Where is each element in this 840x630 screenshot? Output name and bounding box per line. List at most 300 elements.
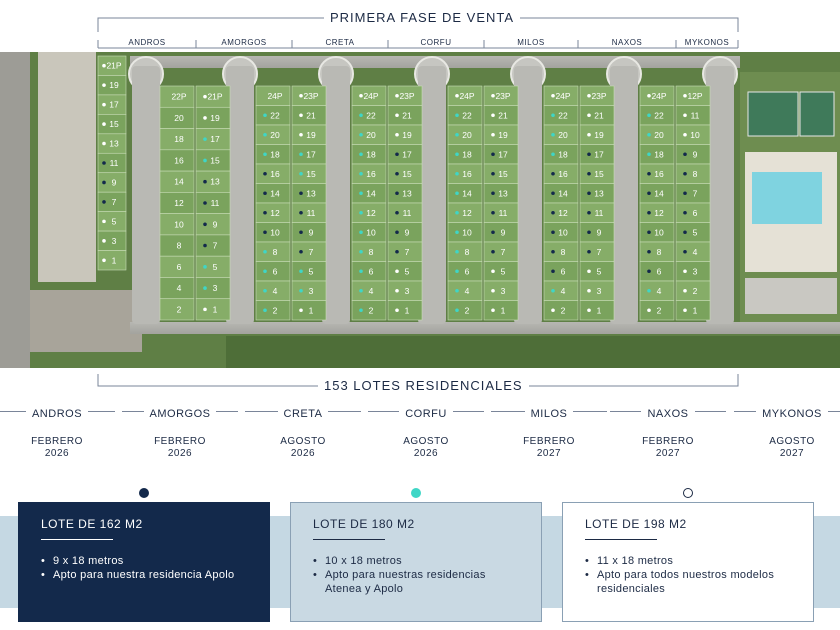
lot[interactable] [544, 281, 578, 301]
lot-number: 18 [462, 149, 472, 160]
lot[interactable] [352, 301, 386, 321]
lot[interactable] [484, 86, 518, 106]
lot-size-marker [491, 94, 495, 98]
lot[interactable] [484, 125, 518, 145]
lot[interactable] [448, 106, 482, 126]
lot-number: 11 [402, 207, 412, 218]
lot[interactable] [292, 242, 326, 262]
lot-size-marker [491, 308, 495, 312]
lot[interactable] [98, 251, 126, 270]
lot[interactable] [388, 301, 422, 321]
lot[interactable] [640, 281, 674, 301]
lot[interactable] [292, 184, 326, 204]
lot-size-marker [587, 308, 591, 312]
lot[interactable] [676, 125, 710, 145]
lot-size-marker [203, 116, 207, 120]
lot-number: 10 [690, 129, 700, 140]
lot[interactable] [256, 86, 290, 106]
lot[interactable] [448, 145, 482, 165]
lot-number: 6 [176, 261, 182, 272]
lot-size-marker [263, 172, 267, 176]
lot-size-marker [203, 265, 207, 269]
lot[interactable] [544, 145, 578, 165]
lot-number: 19 [109, 80, 119, 91]
lot[interactable] [580, 242, 614, 262]
lot[interactable] [98, 153, 126, 172]
phase-year: 2026 [413, 448, 439, 459]
lot[interactable] [676, 281, 710, 301]
lot[interactable] [580, 184, 614, 204]
lot-size-marker [551, 230, 555, 234]
lot[interactable] [352, 145, 386, 165]
lot[interactable] [160, 214, 194, 235]
lot-number: 15 [402, 168, 412, 179]
lot[interactable] [352, 164, 386, 184]
lot[interactable] [676, 106, 710, 126]
legend-item: • 11 x 18 metros [585, 554, 793, 568]
lot[interactable] [640, 242, 674, 262]
lot[interactable] [640, 262, 674, 282]
lot[interactable] [448, 184, 482, 204]
lot[interactable] [676, 262, 710, 282]
lot-size-marker [491, 113, 495, 117]
lot[interactable] [256, 262, 290, 282]
lot[interactable] [256, 106, 290, 126]
lot[interactable] [160, 171, 194, 192]
lot[interactable] [256, 301, 290, 321]
lot[interactable] [544, 301, 578, 321]
lot-number: 4 [560, 285, 566, 296]
lot-size-marker [455, 269, 459, 273]
lot-size-marker [359, 308, 363, 312]
lot-number: 3 [308, 285, 314, 296]
lot[interactable] [580, 223, 614, 243]
phase-corfu [368, 404, 484, 459]
lot-number: 10 [366, 227, 376, 238]
lot[interactable] [676, 223, 710, 243]
lot-size-marker [683, 113, 687, 117]
lot-size-marker [359, 269, 363, 273]
lot-number: 6 [368, 266, 374, 277]
lot-size-marker [395, 230, 399, 234]
lot[interactable] [352, 203, 386, 223]
lot[interactable] [160, 192, 194, 213]
lot[interactable] [388, 106, 422, 126]
lot[interactable] [98, 75, 126, 94]
lot-size-marker [395, 191, 399, 195]
lot[interactable] [544, 203, 578, 223]
lot-size-marker [455, 211, 459, 215]
lot[interactable] [196, 129, 230, 150]
lot[interactable] [98, 56, 126, 75]
lot-size-marker [359, 152, 363, 156]
lot[interactable] [292, 86, 326, 106]
lot[interactable] [160, 129, 194, 150]
lot[interactable] [352, 242, 386, 262]
lot[interactable] [448, 125, 482, 145]
lot-size-marker [299, 250, 303, 254]
lot[interactable] [98, 212, 126, 231]
lot-number: 14 [558, 188, 568, 199]
lot-number: 18 [270, 149, 280, 160]
lot[interactable] [256, 125, 290, 145]
lot[interactable] [448, 281, 482, 301]
lot-size-marker [587, 152, 591, 156]
lot[interactable] [484, 281, 518, 301]
lot[interactable] [292, 203, 326, 223]
lot[interactable] [580, 86, 614, 106]
lot-number: 22 [558, 110, 568, 121]
lot-size-marker [551, 94, 555, 98]
lot[interactable] [448, 242, 482, 262]
lot[interactable] [98, 192, 126, 211]
lot-size-marker [587, 250, 591, 254]
lot[interactable] [640, 145, 674, 165]
lot[interactable] [544, 86, 578, 106]
lot-number: 19 [306, 129, 316, 140]
lot-size-marker [491, 211, 495, 215]
phase-mykonos [734, 404, 840, 459]
lot[interactable] [196, 277, 230, 298]
lot[interactable] [196, 299, 230, 320]
lot[interactable] [676, 86, 710, 106]
lot[interactable] [196, 214, 230, 235]
lot[interactable] [388, 184, 422, 204]
lot[interactable] [98, 134, 126, 153]
lot[interactable] [292, 164, 326, 184]
lot-size-marker [263, 211, 267, 215]
lot-size-marker [647, 308, 651, 312]
lot-size-marker [455, 191, 459, 195]
legend-title: LOTE DE 180 M2 [313, 517, 415, 531]
lot[interactable] [580, 203, 614, 223]
lot-number: 20 [558, 129, 568, 140]
lot[interactable] [544, 125, 578, 145]
lot[interactable] [160, 235, 194, 256]
lot[interactable] [196, 107, 230, 128]
lot[interactable] [544, 184, 578, 204]
lot[interactable] [256, 281, 290, 301]
lot[interactable] [160, 150, 194, 171]
lot[interactable] [352, 184, 386, 204]
lot-number: 6 [560, 266, 566, 277]
lot[interactable] [292, 262, 326, 282]
lot[interactable] [484, 262, 518, 282]
lot-size-marker [359, 113, 363, 117]
lot[interactable] [388, 86, 422, 106]
lot[interactable] [676, 145, 710, 165]
lot[interactable] [98, 95, 126, 114]
lot-number: 15 [210, 155, 220, 166]
lot-size-marker [551, 191, 555, 195]
lot-size-marker [587, 133, 591, 137]
tennis-court [748, 92, 798, 136]
lot-number: 9 [500, 227, 506, 238]
lot[interactable] [256, 184, 290, 204]
lot[interactable] [160, 86, 194, 107]
left-buildings [38, 52, 96, 282]
phase-creta [245, 404, 361, 459]
lot-size-marker [359, 133, 363, 137]
lot[interactable] [544, 262, 578, 282]
lot-number: 9 [596, 227, 602, 238]
lot-number: 3 [111, 235, 117, 246]
lot-size-marker [395, 133, 399, 137]
lot[interactable] [292, 223, 326, 243]
lot-number: 24P [555, 90, 571, 101]
lot[interactable] [640, 203, 674, 223]
lot-number: 15 [594, 168, 604, 179]
lot[interactable] [388, 145, 422, 165]
lot-size-marker [455, 289, 459, 293]
lot[interactable] [352, 86, 386, 106]
lot-size-marker [102, 142, 106, 146]
lot[interactable] [544, 223, 578, 243]
lot-number: 6 [656, 266, 662, 277]
lot[interactable] [160, 107, 194, 128]
legend-item: • Apto para nuestras residencias Atenea y Apolo [313, 568, 521, 596]
lot[interactable] [352, 125, 386, 145]
lot[interactable] [640, 223, 674, 243]
lot-size-marker [647, 152, 651, 156]
lot-size-marker [299, 211, 303, 215]
lot-number: 21 [498, 110, 508, 121]
lot[interactable] [352, 106, 386, 126]
lot-size-marker [299, 152, 303, 156]
phase-year: 2027 [779, 448, 805, 459]
lot-size-marker [203, 180, 207, 184]
phase-andros [0, 404, 115, 459]
lot[interactable] [256, 145, 290, 165]
lot-size-marker [203, 222, 207, 226]
lot[interactable] [256, 242, 290, 262]
lot[interactable] [352, 223, 386, 243]
lot[interactable] [196, 256, 230, 277]
lot-number: 15 [306, 168, 316, 179]
lot-number: 21 [402, 110, 412, 121]
lot-number: 24P [267, 90, 283, 101]
cluster-label-creta: CRETA [322, 38, 357, 47]
lot[interactable] [676, 164, 710, 184]
lot[interactable] [580, 106, 614, 126]
lot[interactable] [580, 164, 614, 184]
lot-number: 8 [272, 246, 278, 257]
lot[interactable] [256, 164, 290, 184]
lot-number: 15 [109, 119, 119, 130]
lot[interactable] [448, 203, 482, 223]
lot-size-marker [455, 113, 459, 117]
lot-size-marker [395, 113, 399, 117]
lot[interactable] [676, 184, 710, 204]
legend-card [290, 502, 542, 622]
lot[interactable] [196, 86, 230, 107]
lot-size-marker [102, 83, 106, 87]
lot[interactable] [160, 277, 194, 298]
lot[interactable] [388, 262, 422, 282]
lot-size-marker [203, 159, 207, 163]
lot-number: 4 [368, 285, 374, 296]
lot-number: 20 [366, 129, 376, 140]
lot[interactable] [640, 164, 674, 184]
lot[interactable] [388, 223, 422, 243]
lot[interactable] [388, 125, 422, 145]
lot-size-marker [102, 103, 106, 107]
lot[interactable] [580, 301, 614, 321]
lot-number: 7 [212, 240, 218, 251]
lot[interactable] [484, 203, 518, 223]
lot[interactable] [160, 256, 194, 277]
lot[interactable] [544, 242, 578, 262]
lot[interactable] [98, 173, 126, 192]
lot[interactable] [196, 150, 230, 171]
lot-number: 8 [464, 246, 470, 257]
lot[interactable] [544, 106, 578, 126]
lot-number: 19 [210, 112, 220, 123]
lot[interactable] [292, 281, 326, 301]
lot-size-marker [491, 250, 495, 254]
phase-year: 2027 [536, 448, 562, 459]
lot[interactable] [484, 164, 518, 184]
lot-size-marker [263, 250, 267, 254]
lot[interactable] [484, 106, 518, 126]
lot-number: 9 [404, 227, 410, 238]
phase-month: AGOSTO [769, 436, 815, 447]
lot[interactable] [484, 145, 518, 165]
lot[interactable] [292, 145, 326, 165]
lot[interactable] [352, 281, 386, 301]
lot[interactable] [388, 164, 422, 184]
lot[interactable] [676, 242, 710, 262]
lot[interactable] [640, 301, 674, 321]
lot[interactable] [484, 301, 518, 321]
lot-size-marker [551, 113, 555, 117]
lot[interactable] [292, 125, 326, 145]
lot-number: 16 [270, 168, 280, 179]
lot-size-marker [647, 230, 651, 234]
lot[interactable] [292, 106, 326, 126]
lot-number: 14 [366, 188, 376, 199]
lot-number: 7 [692, 188, 698, 199]
lot-number: 23P [399, 90, 415, 101]
lot-size-marker [395, 94, 399, 98]
lot[interactable] [448, 86, 482, 106]
lot[interactable] [640, 106, 674, 126]
lot-number: 11 [498, 207, 508, 218]
lot[interactable] [256, 203, 290, 223]
cluster-label-andros: ANDROS [125, 38, 168, 47]
lot-number: 5 [596, 266, 602, 277]
lot-number: 18 [174, 134, 184, 145]
lot-size-marker [359, 289, 363, 293]
lot-number: 12 [462, 207, 472, 218]
lot-number: 12 [654, 207, 664, 218]
lot-size-marker [359, 211, 363, 215]
lot[interactable] [580, 281, 614, 301]
lot-number: 5 [404, 266, 410, 277]
lot-size-marker [491, 152, 495, 156]
lot-size-marker [263, 191, 267, 195]
lot[interactable] [580, 262, 614, 282]
lot-size-marker [203, 201, 207, 205]
lot[interactable] [196, 192, 230, 213]
lot-number: 21P [207, 91, 223, 102]
lot-size-marker [395, 308, 399, 312]
lot[interactable] [640, 125, 674, 145]
parking-lot [745, 278, 837, 314]
lot[interactable] [448, 301, 482, 321]
lot-number: 2 [272, 305, 278, 316]
cluster-label-amorgos: AMORGOS [218, 38, 269, 47]
lot[interactable] [388, 281, 422, 301]
cluster-label-milos: MILOS [514, 38, 547, 47]
lot[interactable] [448, 262, 482, 282]
lot[interactable] [580, 145, 614, 165]
lot[interactable] [292, 301, 326, 321]
lot[interactable] [160, 299, 194, 320]
lot[interactable] [352, 262, 386, 282]
lot[interactable] [256, 223, 290, 243]
lot-size-marker [102, 122, 106, 126]
lot-size-marker [102, 258, 106, 262]
phase-amorgos [122, 404, 238, 459]
lot-number: 12 [558, 207, 568, 218]
lot-number: 8 [560, 246, 566, 257]
phase-year: 2026 [44, 448, 70, 459]
lot[interactable] [388, 242, 422, 262]
lot-number: 11 [306, 207, 316, 218]
phase-year: 2027 [655, 448, 681, 459]
lot[interactable] [544, 164, 578, 184]
lot[interactable] [580, 125, 614, 145]
lot-size-marker [647, 113, 651, 117]
lot-number: 14 [462, 188, 472, 199]
legend-marker-teal [411, 488, 421, 498]
legend-marker-navy [139, 488, 149, 498]
lot[interactable] [448, 223, 482, 243]
lot[interactable] [196, 171, 230, 192]
lot-size-marker [102, 181, 106, 185]
lot[interactable] [196, 235, 230, 256]
lot-size-marker [102, 64, 106, 68]
lot-number: 13 [210, 176, 220, 187]
lot[interactable] [448, 164, 482, 184]
lot-number: 24P [459, 90, 475, 101]
phase-year: 2026 [290, 448, 316, 459]
lot[interactable] [484, 184, 518, 204]
lot-number: 7 [308, 246, 314, 257]
lot[interactable] [98, 231, 126, 250]
lot-number: 22 [270, 110, 280, 121]
lot[interactable] [676, 301, 710, 321]
lot[interactable] [98, 114, 126, 133]
lot-number: 2 [176, 304, 182, 315]
tennis-court [800, 92, 834, 136]
bottom-park [226, 336, 840, 368]
lot-number: 19 [594, 129, 604, 140]
lot[interactable] [640, 184, 674, 204]
lot-number: 16 [654, 168, 664, 179]
lot[interactable] [388, 203, 422, 223]
lot-size-marker [359, 250, 363, 254]
lot-size-marker [299, 94, 303, 98]
lot[interactable] [676, 203, 710, 223]
lot[interactable] [640, 86, 674, 106]
lot-number: 9 [111, 177, 117, 188]
lot-number: 7 [404, 246, 410, 257]
lot[interactable] [484, 223, 518, 243]
lot-number: 13 [594, 188, 604, 199]
lot[interactable] [484, 242, 518, 262]
